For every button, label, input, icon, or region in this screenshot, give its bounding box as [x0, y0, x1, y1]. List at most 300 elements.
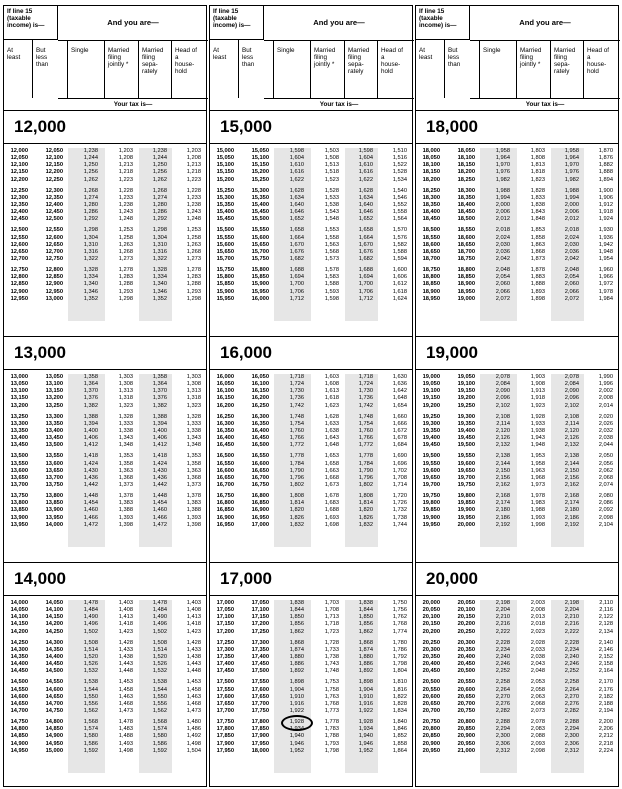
tax-cell: 2,090 — [495, 388, 510, 395]
tax-cell: 1,593 — [324, 288, 339, 295]
tax-cell: 1,828 — [530, 187, 545, 194]
tax-cell: 1,724 — [358, 381, 373, 388]
tax-cell: 1,406 — [83, 435, 98, 442]
but-less-than-cell: 13,800 — [45, 493, 63, 500]
table-row — [210, 500, 412, 507]
tax-cell: 1,994 — [564, 194, 579, 201]
at-least-cell: 14,050 — [10, 607, 28, 614]
tax-cell: 1,808 — [289, 493, 304, 500]
tax-cell: 1,244 — [83, 155, 98, 162]
tax-cell: 1,798 — [392, 661, 407, 668]
table-row — [416, 216, 618, 223]
section-heading: 18,000 — [416, 110, 618, 144]
tax-cell: 2,156 — [564, 474, 579, 481]
income-section — [416, 336, 618, 529]
tax-cell: 1,972 — [598, 281, 613, 288]
tax-cell: 2,306 — [495, 740, 510, 747]
but-less-than-cell: 19,200 — [457, 395, 475, 402]
at-least-cell: 12,600 — [10, 241, 28, 248]
tax-cell: 1,606 — [392, 274, 407, 281]
at-least-cell: 14,800 — [10, 726, 28, 733]
tax-cell: 1,708 — [392, 474, 407, 481]
table-row — [4, 256, 206, 263]
but-less-than-cell: 20,450 — [457, 661, 475, 668]
tax-cell: 1,598 — [324, 295, 339, 302]
tax-cell: 1,698 — [324, 521, 339, 528]
tax-cell: 1,248 — [186, 216, 201, 223]
at-least-cell: 19,400 — [422, 435, 440, 442]
tax-cell: 1,934 — [358, 726, 373, 733]
tax-cell: 1,946 — [289, 740, 304, 747]
tax-cell: 1,503 — [324, 148, 339, 154]
tax-cell: 2,264 — [495, 686, 510, 693]
but-less-than-cell: 15,750 — [251, 255, 269, 262]
section-body — [416, 148, 618, 303]
tax-cell: 1,293 — [186, 288, 201, 295]
but-less-than-cell: 19,450 — [457, 435, 475, 442]
table-row — [416, 654, 618, 661]
table-row — [4, 629, 206, 636]
tax-cell: 1,338 — [118, 427, 133, 434]
tax-cell: 1,813 — [530, 162, 545, 169]
row-group — [416, 414, 618, 450]
tax-cell: 1,358 — [152, 374, 167, 380]
tax-cell: 2,060 — [564, 281, 579, 288]
tax-cell: 1,960 — [598, 267, 613, 274]
tax-cell: 1,858 — [530, 234, 545, 241]
but-less-than-cell: 17,000 — [251, 521, 269, 528]
at-least-cell: 16,350 — [216, 427, 234, 434]
tax-cell: 1,460 — [152, 507, 167, 514]
but-less-than-cell: 16,600 — [251, 460, 269, 467]
row-group — [210, 267, 412, 303]
tax-cell: 1,646 — [289, 209, 304, 216]
table-row — [210, 607, 412, 614]
but-less-than-cell: 18,300 — [457, 187, 475, 194]
table-row — [416, 202, 618, 209]
at-least-cell: 14,600 — [10, 693, 28, 700]
tax-cell: 1,616 — [289, 169, 304, 176]
at-least-cell: 14,650 — [10, 700, 28, 707]
tax-cell: 1,466 — [83, 514, 98, 521]
tax-cell: 1,552 — [392, 201, 407, 208]
tax-cell: 2,132 — [495, 442, 510, 449]
tax-cell: 1,640 — [289, 201, 304, 208]
but-less-than-cell: 17,450 — [251, 661, 269, 668]
tax-cell: 1,256 — [83, 169, 98, 176]
tax-cell: 2,126 — [564, 435, 579, 442]
tax-cell: 1,213 — [118, 162, 133, 169]
tax-cell: 1,213 — [186, 162, 201, 169]
at-least-cell: 12,900 — [10, 288, 28, 295]
at-least-cell: 17,050 — [216, 607, 234, 614]
tax-cell: 1,343 — [118, 435, 133, 442]
at-least-cell: 14,300 — [10, 646, 28, 653]
table-row — [416, 274, 618, 281]
table-row — [4, 515, 206, 522]
table-row — [416, 453, 618, 460]
tax-cell: 1,996 — [598, 381, 613, 388]
but-less-than-header: But less than — [33, 40, 68, 98]
but-less-than-cell: 18,750 — [457, 255, 475, 262]
tax-cell: 1,478 — [118, 719, 133, 726]
at-least-cell: 17,100 — [216, 614, 234, 621]
at-least-cell: 15,250 — [216, 187, 234, 194]
but-less-than-cell: 15,950 — [251, 288, 269, 295]
tax-cell: 1,358 — [83, 374, 98, 380]
tax-cell: 1,640 — [358, 201, 373, 208]
tax-cell: 1,253 — [186, 227, 201, 234]
at-least-cell: 13,750 — [10, 493, 28, 500]
tax-cell: 2,098 — [530, 747, 545, 754]
table-row — [210, 177, 412, 184]
tax-cell: 1,378 — [118, 493, 133, 500]
tax-cell: 1,633 — [324, 420, 339, 427]
tax-cell: 1,648 — [324, 442, 339, 449]
table-row — [416, 614, 618, 621]
tax-cell: 1,774 — [392, 628, 407, 635]
at-least-cell: 17,750 — [216, 719, 234, 726]
tax-cell: 1,856 — [289, 621, 304, 628]
tax-cell: 2,008 — [530, 607, 545, 614]
but-less-than-cell: 12,250 — [45, 176, 63, 183]
tax-cell: 1,454 — [83, 500, 98, 507]
tax-cell: 2,042 — [495, 255, 510, 262]
tax-cell: 2,044 — [598, 442, 613, 449]
tax-cell: 1,424 — [152, 460, 167, 467]
tax-cell: 2,150 — [564, 467, 579, 474]
row-group — [4, 600, 206, 636]
at-least-cell: 15,500 — [216, 227, 234, 234]
but-less-than-cell: 15,500 — [251, 216, 269, 223]
tax-cell: 1,278 — [118, 267, 133, 274]
at-least-cell: 20,250 — [422, 639, 440, 646]
table-row — [210, 733, 412, 740]
tax-cell: 1,843 — [530, 209, 545, 216]
tax-cell: 1,274 — [83, 194, 98, 201]
at-least-cell: 17,900 — [216, 740, 234, 747]
table-row — [210, 621, 412, 628]
tax-cell: 2,122 — [598, 614, 613, 621]
tax-cell: 1,598 — [289, 148, 304, 154]
at-least-cell: 19,800 — [422, 500, 440, 507]
tax-cell: 2,276 — [495, 700, 510, 707]
table-row — [210, 629, 412, 636]
tax-cell: 1,916 — [358, 700, 373, 707]
tax-cell: 2,294 — [495, 726, 510, 733]
tax-cell: 2,222 — [564, 628, 579, 635]
tax-cell: 2,072 — [495, 295, 510, 302]
tax-cell: 1,544 — [152, 686, 167, 693]
table-row — [4, 482, 206, 489]
table-row — [4, 748, 206, 755]
at-least-cell: 20,450 — [422, 668, 440, 675]
tax-cell: 1,238 — [118, 201, 133, 208]
at-least-cell: 13,800 — [10, 500, 28, 507]
tax-cell: 1,574 — [83, 726, 98, 733]
tax-cell: 1,406 — [152, 435, 167, 442]
section-divider — [416, 562, 618, 563]
tax-cell: 1,298 — [83, 227, 98, 234]
tax-cell: 2,006 — [495, 209, 510, 216]
table-row — [4, 395, 206, 402]
at-least-cell: 20,150 — [422, 621, 440, 628]
tax-cell: 2,206 — [598, 726, 613, 733]
table-row — [416, 719, 618, 726]
at-least-cell: 20,500 — [422, 679, 440, 686]
tax-cell: 1,348 — [118, 442, 133, 449]
tax-cell: 2,108 — [564, 413, 579, 420]
tax-cell: 2,050 — [598, 453, 613, 460]
but-less-than-cell: 16,500 — [251, 442, 269, 449]
tax-cell: 1,504 — [186, 747, 201, 754]
table-row — [416, 188, 618, 195]
tax-cell: 1,388 — [118, 507, 133, 514]
but-less-than-cell: 15,550 — [251, 227, 269, 234]
table-row — [210, 162, 412, 169]
but-less-than-cell: 16,150 — [251, 388, 269, 395]
table-row — [4, 668, 206, 675]
but-less-than-cell: 13,550 — [45, 453, 63, 460]
tax-cell: 1,488 — [118, 733, 133, 740]
tax-cell: 1,448 — [186, 668, 201, 675]
tax-cell: 1,540 — [392, 187, 407, 194]
tax-cell: 1,888 — [598, 169, 613, 176]
tax-cell: 1,984 — [598, 295, 613, 302]
tax-cell: 1,982 — [564, 176, 579, 183]
table-row — [416, 281, 618, 288]
tax-cell: 1,712 — [289, 295, 304, 302]
tax-cell: 1,723 — [324, 628, 339, 635]
tax-cell: 1,802 — [289, 481, 304, 488]
tax-cell: 1,580 — [83, 733, 98, 740]
row-group — [4, 493, 206, 529]
but-less-than-cell: 15,400 — [251, 201, 269, 208]
tax-cell: 2,033 — [530, 646, 545, 653]
at-least-cell: 12,300 — [10, 194, 28, 201]
tax-cell: 1,473 — [186, 707, 201, 714]
tax-cell: 1,874 — [289, 646, 304, 653]
but-less-than-cell: 17,950 — [251, 740, 269, 747]
but-less-than-cell: 14,150 — [45, 614, 63, 621]
tax-cell: 1,948 — [598, 248, 613, 255]
tax-cell: 1,708 — [324, 607, 339, 614]
tax-cell: 1,323 — [186, 402, 201, 409]
at-least-cell: 19,250 — [422, 413, 440, 420]
table-row — [416, 726, 618, 733]
table-row — [416, 395, 618, 402]
tax-cell: 1,413 — [186, 614, 201, 621]
tax-cell: 2,054 — [495, 274, 510, 281]
at-least-cell: 16,750 — [216, 493, 234, 500]
but-less-than-cell: 16,350 — [251, 420, 269, 427]
but-less-than-cell: 12,100 — [45, 155, 63, 162]
but-less-than-cell: 19,500 — [457, 442, 475, 449]
tax-cell: 1,218 — [186, 169, 201, 176]
tax-cell: 1,603 — [324, 374, 339, 380]
at-least-cell: 16,900 — [216, 514, 234, 521]
tax-cell: 1,904 — [358, 686, 373, 693]
tax-cell: 2,096 — [564, 395, 579, 402]
tax-cell: 1,873 — [530, 255, 545, 262]
but-less-than-cell: 20,350 — [457, 646, 475, 653]
tax-cell: 1,586 — [152, 740, 167, 747]
table-row — [416, 155, 618, 162]
table-row — [4, 296, 206, 303]
but-less-than-cell: 18,100 — [457, 155, 475, 162]
table-row — [416, 507, 618, 514]
column-header — [210, 6, 412, 111]
but-less-than-cell: 14,650 — [45, 693, 63, 700]
tax-cell: 1,738 — [392, 514, 407, 521]
tax-cell: 1,933 — [530, 420, 545, 427]
at-least-cell: 20,350 — [422, 653, 440, 660]
but-less-than-cell: 14,700 — [45, 700, 63, 707]
tax-cell: 1,682 — [289, 255, 304, 262]
at-least-cell: 19,900 — [422, 514, 440, 521]
tax-cell: 2,066 — [495, 288, 510, 295]
row-group — [4, 374, 206, 410]
at-least-cell: 19,300 — [422, 420, 440, 427]
but-less-than-cell: 14,300 — [45, 639, 63, 646]
tax-cell: 2,216 — [564, 621, 579, 628]
tax-cell: 2,006 — [564, 209, 579, 216]
tax-cell: 1,768 — [324, 700, 339, 707]
but-less-than-cell: 15,150 — [251, 162, 269, 169]
table-row — [210, 507, 412, 514]
tax-cell: 1,652 — [358, 216, 373, 223]
tax-cell: 1,433 — [118, 646, 133, 653]
table-row — [210, 395, 412, 402]
tax-cell: 1,968 — [530, 474, 545, 481]
table-row — [4, 468, 206, 475]
tax-cell: 1,418 — [118, 621, 133, 628]
section-body — [210, 600, 412, 755]
tax-cell: 1,454 — [152, 500, 167, 507]
tax-cell: 2,018 — [564, 227, 579, 234]
at-least-cell: 19,650 — [422, 474, 440, 481]
tax-cell: 1,262 — [152, 176, 167, 183]
tax-cell: 1,438 — [186, 653, 201, 660]
table-row — [210, 647, 412, 654]
tax-cell: 1,352 — [83, 295, 98, 302]
but-less-than-cell: 19,150 — [457, 388, 475, 395]
at-least-cell: 18,900 — [422, 288, 440, 295]
but-less-than-cell: 12,400 — [45, 201, 63, 208]
but-less-than-cell: 18,350 — [457, 194, 475, 201]
tax-cell: 1,802 — [358, 481, 373, 488]
tax-cell: 1,952 — [289, 747, 304, 754]
at-least-cell: 12,750 — [10, 267, 28, 274]
at-least-cell: 15,900 — [216, 288, 234, 295]
but-less-than-cell: 20,550 — [457, 679, 475, 686]
tax-cell: 1,518 — [324, 169, 339, 176]
at-least-cell: 18,400 — [422, 209, 440, 216]
at-least-cell: 19,150 — [422, 395, 440, 402]
table-row — [416, 461, 618, 468]
at-least-cell: 16,550 — [216, 460, 234, 467]
tax-cell: 1,368 — [186, 474, 201, 481]
tax-cell: 2,098 — [598, 514, 613, 521]
tax-cell: 1,208 — [118, 155, 133, 162]
tax-cell: 1,748 — [289, 413, 304, 420]
table-row — [210, 414, 412, 421]
tax-cell: 1,778 — [324, 719, 339, 726]
tax-cell: 1,438 — [118, 653, 133, 660]
tax-cell: 1,762 — [392, 614, 407, 621]
at-least-cell: 20,200 — [422, 628, 440, 635]
but-less-than-cell: 19,950 — [457, 514, 475, 521]
tax-cell: 1,308 — [118, 381, 133, 388]
row-group — [4, 679, 206, 715]
section-body — [4, 374, 206, 529]
at-least-cell: 18,350 — [422, 201, 440, 208]
tax-cell: 2,018 — [530, 621, 545, 628]
tax-cell: 2,200 — [598, 719, 613, 726]
at-least-cell: 16,100 — [216, 388, 234, 395]
but-less-than-cell: 20,400 — [457, 653, 475, 660]
row-group — [416, 493, 618, 529]
tax-cell: 1,233 — [118, 194, 133, 201]
tax-cell: 1,346 — [152, 288, 167, 295]
tax-cell: 1,310 — [83, 241, 98, 248]
at-least-cell: 12,200 — [10, 176, 28, 183]
tax-cell: 2,068 — [530, 700, 545, 707]
but-less-than-cell: 16,750 — [251, 481, 269, 488]
tax-cell: 1,278 — [186, 267, 201, 274]
row-group — [210, 188, 412, 224]
tax-cell: 2,072 — [564, 295, 579, 302]
at-least-cell: 17,700 — [216, 707, 234, 714]
at-least-cell: 14,850 — [10, 733, 28, 740]
at-least-cell: 13,250 — [10, 413, 28, 420]
table-row — [4, 621, 206, 628]
tax-cell: 1,334 — [152, 274, 167, 281]
married-separately-header: Married filing sepa- rately — [139, 40, 172, 98]
at-least-cell: 16,450 — [216, 442, 234, 449]
but-less-than-cell: 15,200 — [251, 169, 269, 176]
tax-cell: 1,670 — [358, 241, 373, 248]
tax-cell: 1,433 — [186, 646, 201, 653]
table-row — [416, 442, 618, 449]
but-less-than-cell: 13,650 — [45, 467, 63, 474]
tax-cell: 2,036 — [564, 248, 579, 255]
but-less-than-cell: 16,950 — [251, 514, 269, 521]
at-least-cell: 17,850 — [216, 733, 234, 740]
but-less-than-cell: 18,650 — [457, 241, 475, 248]
at-least-cell: 16,600 — [216, 467, 234, 474]
table-row — [210, 202, 412, 209]
table-row — [4, 177, 206, 184]
at-least-cell: 15,300 — [216, 194, 234, 201]
but-less-than-cell: 14,850 — [45, 726, 63, 733]
but-less-than-cell: 17,500 — [251, 668, 269, 675]
but-less-than-cell: 15,100 — [251, 155, 269, 162]
but-less-than-cell: 20,600 — [457, 686, 475, 693]
tax-cell: 1,823 — [530, 176, 545, 183]
tax-cell: 1,562 — [152, 707, 167, 714]
but-less-than-cell: 13,450 — [45, 435, 63, 442]
table-row — [416, 500, 618, 507]
tax-cell: 1,833 — [530, 194, 545, 201]
but-less-than-cell: 14,950 — [45, 740, 63, 747]
tax-cell: 1,690 — [392, 453, 407, 460]
table-row — [4, 687, 206, 694]
tax-cell: 2,156 — [495, 474, 510, 481]
tax-cell: 1,748 — [324, 668, 339, 675]
tax-cell: 1,642 — [392, 388, 407, 395]
tax-cell: 1,730 — [289, 388, 304, 395]
